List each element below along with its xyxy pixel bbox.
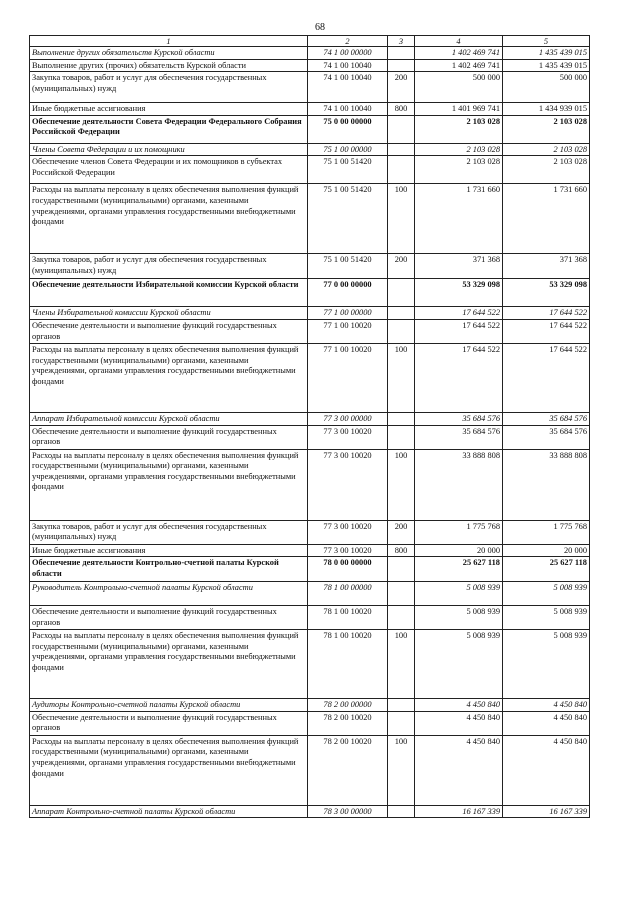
table-row (30, 343, 590, 412)
column-number-row (30, 36, 590, 47)
table-row (30, 72, 590, 103)
row-code-cell: 78 2 00 10020 (308, 735, 388, 805)
row-name-cell: Закупка товаров, работ и услуг для обеспечения государственных (муниципальных) нужд (30, 254, 308, 279)
table-row (30, 115, 590, 143)
page-number: 68 (315, 22, 325, 33)
row-code-cell: 78 2 00 00000 (308, 699, 388, 712)
row-amount-year1-cell: 4 450 840 (415, 711, 503, 735)
column-number: 1 (30, 36, 308, 47)
row-code-cell: 75 1 00 51420 (308, 184, 388, 254)
row-code-cell: 74 1 00 00000 (308, 47, 388, 60)
row-amount-year2-cell: 5 008 939 (503, 606, 590, 630)
row-expense-type-cell (388, 307, 415, 320)
row-code-cell: 77 3 00 10020 (308, 544, 388, 557)
row-name-cell: Обеспечение деятельности и выполнение функций государственных органов (30, 711, 308, 735)
row-expense-type-cell: 100 (388, 184, 415, 254)
table-row (30, 449, 590, 520)
row-amount-year2-cell: 1 775 768 (503, 520, 590, 544)
table-row (30, 425, 590, 449)
row-expense-type-cell (388, 711, 415, 735)
table-row (30, 735, 590, 805)
row-expense-type-cell (388, 699, 415, 712)
row-name-cell: Обеспечение членов Совета Федерации и их помощников в субъектах Российской Федерации (30, 156, 308, 184)
row-expense-type-cell (388, 59, 415, 72)
row-amount-year2-cell: 4 450 840 (503, 735, 590, 805)
table-row (30, 47, 590, 60)
row-amount-year2-cell: 500 000 (503, 72, 590, 103)
row-amount-year1-cell: 4 450 840 (415, 699, 503, 712)
table-row (30, 143, 590, 156)
row-amount-year2-cell: 5 008 939 (503, 582, 590, 606)
row-amount-year1-cell: 1 401 969 741 (415, 103, 503, 116)
row-amount-year1-cell: 1 775 768 (415, 520, 503, 544)
row-name-cell: Иные бюджетные ассигнования (30, 544, 308, 557)
row-name-cell: Закупка товаров, работ и услуг для обеспечения государственных (муниципальных) нужд (30, 520, 308, 544)
row-code-cell: 78 1 00 10020 (308, 606, 388, 630)
row-name-cell: Обеспечение деятельности Совета Федерации Федерального Собрания Российской Федерации (30, 115, 308, 143)
row-expense-type-cell (388, 143, 415, 156)
row-name-cell: Обеспечение деятельности и выполнение функций государственных органов (30, 425, 308, 449)
row-code-cell: 77 3 00 10020 (308, 520, 388, 544)
row-code-cell: 78 2 00 10020 (308, 711, 388, 735)
row-amount-year1-cell: 5 008 939 (415, 630, 503, 699)
row-expense-type-cell (388, 47, 415, 60)
row-expense-type-cell: 100 (388, 735, 415, 805)
row-amount-year2-cell: 17 644 522 (503, 319, 590, 343)
row-expense-type-cell (388, 115, 415, 143)
row-code-cell: 74 1 00 10040 (308, 72, 388, 103)
row-amount-year1-cell: 20 000 (415, 544, 503, 557)
row-amount-year2-cell: 17 644 522 (503, 343, 590, 412)
row-amount-year1-cell: 5 008 939 (415, 606, 503, 630)
row-name-cell: Обеспечение деятельности Избирательной комиссии Курской области (30, 279, 308, 307)
row-code-cell: 74 1 00 10040 (308, 103, 388, 116)
row-expense-type-cell (388, 319, 415, 343)
row-expense-type-cell (388, 805, 415, 818)
row-code-cell: 75 1 00 51420 (308, 156, 388, 184)
table-row (30, 606, 590, 630)
row-name-cell: Обеспечение деятельности и выполнение функций государственных органов (30, 606, 308, 630)
table-row (30, 699, 590, 712)
row-name-cell: Аудиторы Контрольно-счетной палаты Курской области (30, 699, 308, 712)
row-amount-year2-cell: 4 450 840 (503, 699, 590, 712)
row-name-cell: Выполнение других (прочих) обязательств Курской области (30, 59, 308, 72)
row-code-cell: 75 1 00 00000 (308, 143, 388, 156)
row-name-cell: Расходы на выплаты персоналу в целях обеспечения выполнения функций государственными (муниципальными) органами, казенными учреждениями, органами управления государственными внебюджетными фондами (30, 343, 308, 412)
row-code-cell: 78 1 00 10020 (308, 630, 388, 699)
column-number: 5 (503, 36, 590, 47)
row-amount-year1-cell: 53 329 098 (415, 279, 503, 307)
table-row (30, 184, 590, 254)
row-code-cell: 77 1 00 10020 (308, 343, 388, 412)
row-amount-year1-cell: 1 731 660 (415, 184, 503, 254)
row-name-cell: Обеспечение деятельности и выполнение функций государственных органов (30, 319, 308, 343)
table-row (30, 630, 590, 699)
row-expense-type-cell (388, 156, 415, 184)
row-code-cell: 75 1 00 51420 (308, 254, 388, 279)
column-number: 3 (388, 36, 415, 47)
row-amount-year1-cell: 500 000 (415, 72, 503, 103)
row-amount-year2-cell: 2 103 028 (503, 143, 590, 156)
row-amount-year2-cell: 20 000 (503, 544, 590, 557)
row-amount-year1-cell: 2 103 028 (415, 115, 503, 143)
table-row (30, 319, 590, 343)
table-row (30, 520, 590, 544)
table-row (30, 59, 590, 72)
row-name-cell: Члены Совета Федерации и их помощники (30, 143, 308, 156)
row-amount-year2-cell: 1 435 439 015 (503, 47, 590, 60)
table-row (30, 254, 590, 279)
table-row (30, 805, 590, 818)
row-name-cell: Иные бюджетные ассигнования (30, 103, 308, 116)
row-amount-year1-cell: 33 888 808 (415, 449, 503, 520)
row-amount-year1-cell: 5 008 939 (415, 582, 503, 606)
row-amount-year2-cell: 16 167 339 (503, 805, 590, 818)
row-amount-year1-cell: 17 644 522 (415, 343, 503, 412)
row-code-cell: 78 0 00 00000 (308, 557, 388, 582)
row-expense-type-cell: 100 (388, 449, 415, 520)
row-amount-year1-cell: 17 644 522 (415, 307, 503, 320)
row-name-cell: Расходы на выплаты персоналу в целях обеспечения выполнения функций государственными (муниципальными) органами, казенными учреждениями, органами управления государственными внебюджетными фондами (30, 630, 308, 699)
row-amount-year2-cell: 35 684 576 (503, 425, 590, 449)
table-row (30, 279, 590, 307)
row-amount-year1-cell: 17 644 522 (415, 319, 503, 343)
budget-table (29, 35, 590, 818)
row-name-cell: Члены Избирательной комиссии Курской области (30, 307, 308, 320)
row-expense-type-cell: 200 (388, 72, 415, 103)
row-expense-type-cell: 200 (388, 520, 415, 544)
row-amount-year2-cell: 5 008 939 (503, 630, 590, 699)
row-expense-type-cell (388, 412, 415, 425)
row-code-cell: 77 1 00 10020 (308, 319, 388, 343)
row-code-cell: 78 1 00 00000 (308, 582, 388, 606)
row-amount-year2-cell: 1 731 660 (503, 184, 590, 254)
row-name-cell: Расходы на выплаты персоналу в целях обеспечения выполнения функций государственными (муниципальными) органами, казенными учреждениями, органами управления государственными внебюджетными фондами (30, 735, 308, 805)
table-row (30, 412, 590, 425)
row-amount-year1-cell: 2 103 028 (415, 143, 503, 156)
table-row (30, 557, 590, 582)
row-amount-year1-cell: 1 402 469 741 (415, 47, 503, 60)
row-code-cell: 77 3 00 10020 (308, 449, 388, 520)
row-expense-type-cell (388, 557, 415, 582)
table-row (30, 307, 590, 320)
row-code-cell: 78 3 00 00000 (308, 805, 388, 818)
row-name-cell: Расходы на выплаты персоналу в целях обеспечения выполнения функций государственными (муниципальными) органами, казенными учреждениями, органами управления государственными внебюджетными фондами (30, 449, 308, 520)
row-code-cell: 77 0 00 00000 (308, 279, 388, 307)
row-name-cell: Расходы на выплаты персоналу в целях обеспечения выполнения функций государственными (муниципальными) органами, казенными учреждениями, органами управления государственными внебюджетными фондами (30, 184, 308, 254)
row-expense-type-cell: 800 (388, 103, 415, 116)
row-expense-type-cell (388, 606, 415, 630)
row-name-cell: Обеспечение деятельности Контрольно-счетной палаты Курской области (30, 557, 308, 582)
row-name-cell: Закупка товаров, работ и услуг для обеспечения государственных (муниципальных) нужд (30, 72, 308, 103)
row-amount-year1-cell: 4 450 840 (415, 735, 503, 805)
row-amount-year2-cell: 17 644 522 (503, 307, 590, 320)
row-code-cell: 74 1 00 10040 (308, 59, 388, 72)
column-number: 2 (308, 36, 388, 47)
row-name-cell: Аппарат Контрольно-счетной палаты Курской области (30, 805, 308, 818)
column-number: 4 (415, 36, 503, 47)
row-amount-year2-cell: 371 368 (503, 254, 590, 279)
row-amount-year2-cell: 2 103 028 (503, 156, 590, 184)
table-row (30, 103, 590, 116)
row-amount-year1-cell: 16 167 339 (415, 805, 503, 818)
row-amount-year1-cell: 35 684 576 (415, 412, 503, 425)
row-expense-type-cell: 200 (388, 254, 415, 279)
row-expense-type-cell: 800 (388, 544, 415, 557)
row-expense-type-cell (388, 582, 415, 606)
row-amount-year1-cell: 1 402 469 741 (415, 59, 503, 72)
row-amount-year1-cell: 2 103 028 (415, 156, 503, 184)
row-name-cell: Руководитель Контрольно-счетной палаты Курской области (30, 582, 308, 606)
row-amount-year2-cell: 1 435 439 015 (503, 59, 590, 72)
table-row (30, 711, 590, 735)
row-amount-year1-cell: 35 684 576 (415, 425, 503, 449)
row-amount-year2-cell: 1 434 939 015 (503, 103, 590, 116)
row-amount-year2-cell: 2 103 028 (503, 115, 590, 143)
table-row (30, 582, 590, 606)
row-amount-year2-cell: 33 888 808 (503, 449, 590, 520)
row-name-cell: Аппарат Избирательной комиссии Курской области (30, 412, 308, 425)
row-amount-year1-cell: 371 368 (415, 254, 503, 279)
row-code-cell: 77 3 00 10020 (308, 425, 388, 449)
row-amount-year2-cell: 4 450 840 (503, 711, 590, 735)
table-row (30, 544, 590, 557)
table-row (30, 156, 590, 184)
row-expense-type-cell (388, 279, 415, 307)
row-code-cell: 77 1 00 00000 (308, 307, 388, 320)
row-amount-year2-cell: 25 627 118 (503, 557, 590, 582)
row-expense-type-cell (388, 425, 415, 449)
row-amount-year2-cell: 53 329 098 (503, 279, 590, 307)
row-amount-year1-cell: 25 627 118 (415, 557, 503, 582)
row-name-cell: Выполнение других обязательств Курской области (30, 47, 308, 60)
row-code-cell: 77 3 00 00000 (308, 412, 388, 425)
row-expense-type-cell: 100 (388, 630, 415, 699)
row-expense-type-cell: 100 (388, 343, 415, 412)
row-code-cell: 75 0 00 00000 (308, 115, 388, 143)
row-amount-year2-cell: 35 684 576 (503, 412, 590, 425)
